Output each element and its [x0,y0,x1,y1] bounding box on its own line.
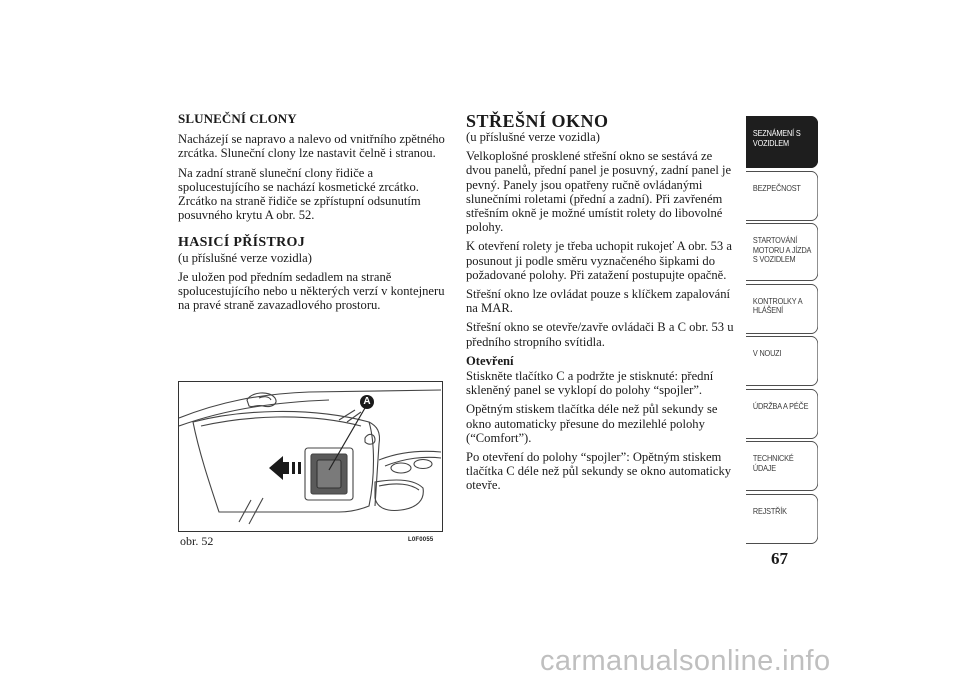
fire-extinguisher-note: (u příslušné verze vozidla) [178,250,312,265]
opening-paragraph-2: Opětným stiskem tlačítka déle než půl sekundy se okno automaticky přesune do mezilehlé polohy (“Comfort”). [466,402,718,445]
tab-kontrolky-a-hlaseni[interactable]: KONTROLKY A HLÁŠENÍ [746,284,818,334]
sunroof-paragraph-2: K otevření rolety je třeba uchopit rukojeť A obr. 53 a posunout ji podle směru vyznačeného šipkami do požadované polohy. Při zatažení postupujte opačně. [466,239,732,282]
opening-heading: Otevření [466,353,514,368]
figure-caption: obr. 52 [180,534,214,548]
tab-technicke-udaje[interactable]: TECHNICKÉ ÚDAJE [746,441,818,491]
sun-visor-figure [178,381,443,532]
right-column [466,112,738,498]
sunroof-heading: STŘEŠNÍ OKNO [466,111,609,131]
chapter-tabs [746,116,818,546]
sunroof-paragraph-4: Střešní okno se otevře/zavře ovládači B a C obr. 53 u předního stropního svítidla. [466,320,734,349]
sunroof-paragraph-1: Velkoplošné prosklené střešní okno se sestává ze dvou panelů, přední panel je posuvný, zadní panel je pevný. Panely jsou opatřeny ručně ovládanými slunečními roletami (přední a zadní). Při zavřeném střešním okně je možné umístit rolety do libovolné polohy. [466,149,732,235]
sun-visors-paragraph-2: Na zadní straně sluneční clony řidiče a spolucestujícího se nachází kosmetické zrcátko. Zrcátko na straně řidiče se zpřístupní odsunutím posuvného krytu A obr. 52. [178,165,421,223]
left-column [178,112,446,317]
fire-extinguisher-paragraph: Je uložen pod předním sedadlem na straně spolucestujícího nebo u některých verzí v kontejneru na pravé straně zavazadlového prostoru. [178,269,445,313]
page-number: 67 [771,549,788,568]
fire-extinguisher-heading: HASICÍ PŘÍSTROJ [178,235,306,251]
opening-paragraph-3: Po otevření do polohy “spojler”: Opětným stiskem tlačítka C déle než půl sekundy se okno automaticky otevře. [466,450,732,493]
sunroof-note: (u příslušné verze vozidla) [466,130,600,144]
watermark: carmanualsonline.info [540,645,831,677]
sun-visors-heading: SLUNEČNÍ CLONY [178,111,297,126]
sun-visors-paragraph-1: Nacházejí se napravo a nalevo od vnitřního zpětného zrcátka. Sluneční clony lze nastavit čelně i stranou. [178,132,445,161]
callout-a: A [360,395,374,409]
tab-v-nouzi[interactable]: V NOUZI [746,336,818,386]
figure-code: L0F0055 [408,537,434,543]
tab-rejstrik[interactable]: REJSTŘÍK [746,494,818,544]
tab-bezpecnost[interactable]: BEZPEČNOST [746,171,818,221]
sun-visor-illustration [179,382,441,530]
tab-seznameni-s-vozidlem[interactable]: SEZNÁMENÍ S VOZIDLEM [746,116,818,168]
slide-arrow [269,456,301,480]
opening-paragraph-1: Stiskněte tlačítko C a podržte je stisknuté: přední skleněný panel se vyklopí do polohy “spojler”. [466,369,714,398]
sunroof-paragraph-3: Střešní okno lze ovládat pouze s klíčkem zapalování na MAR. [466,287,731,316]
tab-udrzba-a-pece[interactable]: ÚDRŽBA A PÉČE [746,389,818,439]
tab-startovani-motoru[interactable]: STARTOVÁNÍ MOTORU A JÍZDA S VOZIDLEM [746,223,818,281]
